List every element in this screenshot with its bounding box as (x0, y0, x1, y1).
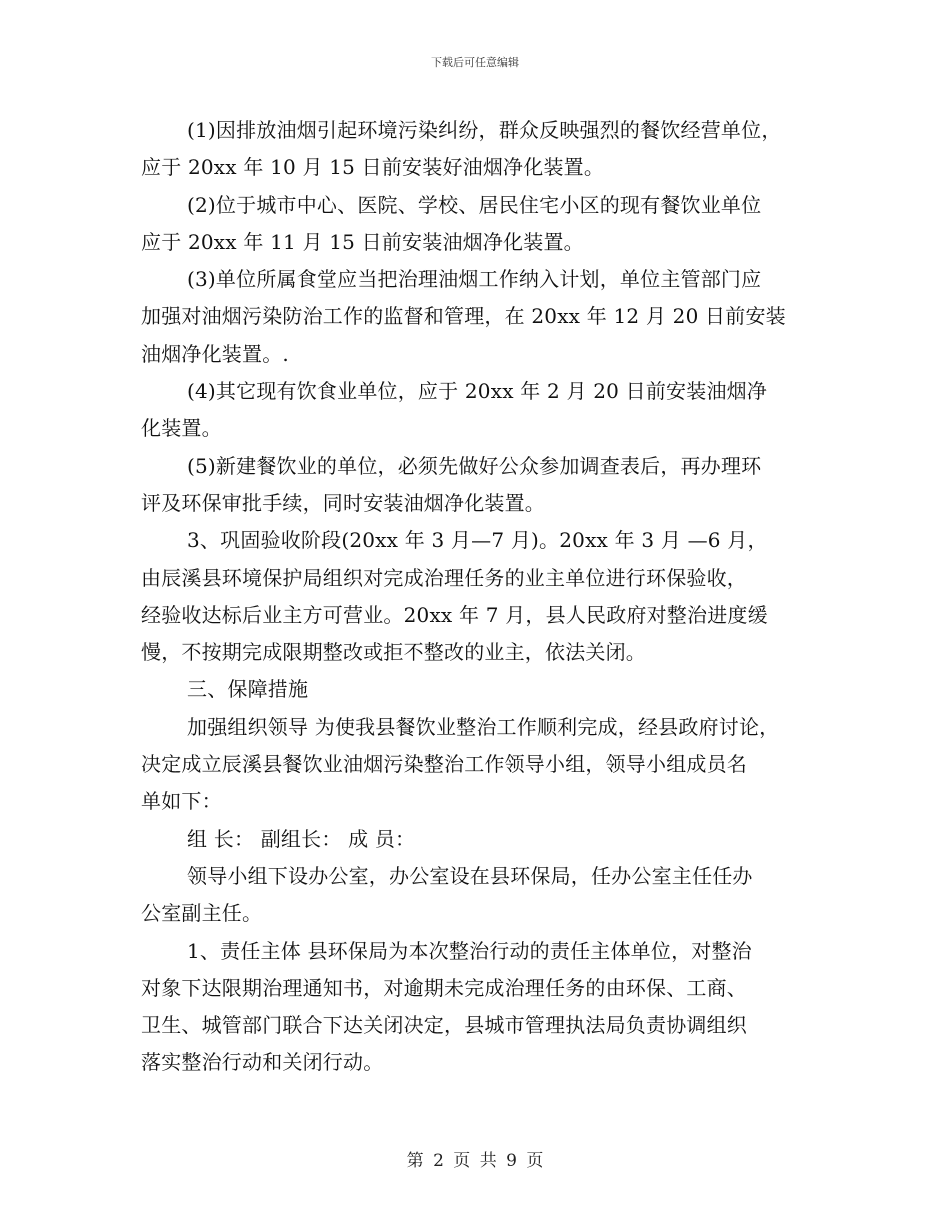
text-line: 应于 20xx 年 10 月 15 日前安装好油烟净化装置。 (141, 155, 605, 180)
document-body (141, 112, 821, 1082)
text-line: 3、巩固验收阶段(20xx 年 3 月—7 月)。20xx 年 3 月 —6 月， (187, 528, 768, 553)
text-line: 慢，不按期完成限期整改或拒不整改的业主，依法关闭。 (141, 640, 646, 665)
text-line: 落实整治行动和关闭行动。 (141, 1050, 384, 1075)
text-line: (3)单位所属食堂应当把治理油烟工作纳入计划，单位主管部门应 (187, 267, 762, 292)
text-line: 1、责任主体 县环保局为本次整治行动的责任主体单位，对整治 (187, 938, 752, 963)
text-line: 应于 20xx 年 11 月 15 日前安装油烟净化装置。 (141, 229, 584, 254)
text-line: 油烟净化装置。. (141, 341, 289, 366)
text-line: 对象下达限期治理通知书，对逾期未完成治理任务的由环保、工商、 (141, 975, 747, 1000)
text-line: 卫生、城管部门联合下达关闭决定，县城市管理执法局负责协调组织 (141, 1013, 747, 1038)
text-line: 决定成立辰溪县餐饮业油烟污染整治工作领导小组，领导小组成员名 (141, 752, 747, 777)
text-line: 加强对油烟污染防治工作的监督和管理，在 20xx 年 12 月 20 日前安装 (141, 304, 786, 329)
text-line: (5)新建餐饮业的单位，必须先做好公众参加调查表后，再办理环 (187, 453, 762, 478)
text-line: (1)因排放油烟引起环境污染纠纷，群众反映强烈的餐饮经营单位， (187, 118, 782, 142)
text-line: 评及环保审批手续，同时安装油烟净化装置。 (141, 490, 545, 515)
text-line: (2)位于城市中心、医院、学校、居民住宅小区的现有餐饮业单位 (187, 192, 762, 217)
text-line: 由辰溪县环境保护局组织对完成治理任务的业主单位进行环保验收， (141, 565, 747, 590)
text-line: 加强组织领导 为使我县餐饮业整治工作顺利完成，经县政府讨论， (187, 714, 780, 739)
text-line: 组 长： 副组长： 成 员： (187, 826, 416, 851)
text-line: 三、保障措施 (187, 677, 309, 702)
page-header-note: 下载后可任意编辑 (431, 56, 519, 69)
text-line: 经验收达标后业主方可营业。20xx 年 7 月，县人民政府对整治进度缓 (141, 602, 768, 627)
text-line: 公室副主任。 (141, 901, 263, 926)
text-line: 领导小组下设办公室，办公室设在县环保局，任办公室主任任办 (187, 863, 753, 888)
text-line: (4)其它现有饮食业单位，应于 20xx 年 2 月 20 日前安装油烟净 (187, 379, 768, 404)
text-line: 化装置。 (141, 416, 222, 441)
text-line: 单如下： (141, 789, 222, 814)
page-number-footer: 第 2 页 共 9 页 (406, 1151, 544, 1171)
